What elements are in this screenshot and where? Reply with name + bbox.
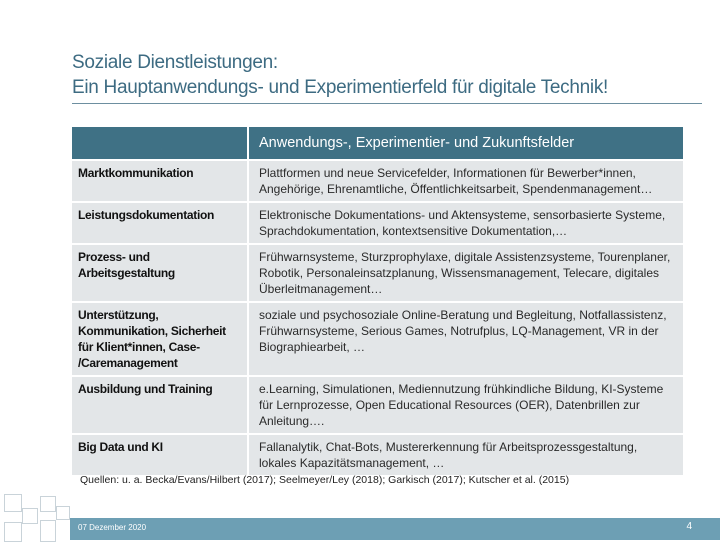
row-label xyxy=(72,244,248,302)
table-row xyxy=(72,376,683,434)
decor-square xyxy=(56,506,70,520)
table-row xyxy=(72,302,683,376)
slide-title xyxy=(72,50,702,100)
row-description: Frühwarnsysteme, Sturzprophylaxe, digitale Assistenzsysteme, Tourenplaner, Robotik, Personaleinsatzplanung, Wissensmanagement, Telecare, digitales Überleitmanagement… xyxy=(248,244,683,302)
decor-square xyxy=(40,520,56,542)
fields-table xyxy=(72,127,683,477)
row-label-line: Big Data und KI xyxy=(78,440,163,454)
table-row xyxy=(72,202,683,244)
row-label-line: für Klient*innen, Case- xyxy=(78,340,200,354)
decor-square xyxy=(40,496,56,512)
row-label-line: Leistungsdokumentation xyxy=(78,208,215,222)
row-label xyxy=(72,376,248,434)
decor-square xyxy=(22,508,38,524)
row-label-line: Kommunikation, Sicherheit xyxy=(78,324,226,338)
table-header-empty-cell xyxy=(72,127,248,160)
row-label-line: Ausbildung und Training xyxy=(78,382,213,396)
decor-square xyxy=(4,494,22,512)
row-description: Plattformen und neue Servicefelder, Informationen für Bewerber*innen, Angehörige, Ehrenamtliche, Öffentlichkeitsarbeit, Spendenmanagement… xyxy=(248,160,683,202)
row-label-line: Arbeitsgestaltung xyxy=(78,266,175,280)
row-description: Elektronische Dokumentations- und Aktensysteme, sensorbasierte Systeme, Sprachdokumentation, kontextsensitive Dokumentation,… xyxy=(248,202,683,244)
row-description: soziale und psychosoziale Online-Beratung und Begleitung, Notfallassistenz, Frühwarnsysteme, Serious Games, Notrufplus, LQ-Management, VR in der Biographiearbeit, … xyxy=(248,302,683,376)
table-header-title: Anwendungs-, Experimentier- und Zukunftsfelder xyxy=(248,127,683,160)
row-label-line: Marktkommunikation xyxy=(78,166,194,180)
row-label-line: Unterstützung, xyxy=(78,308,159,322)
row-label xyxy=(72,160,248,202)
row-description: Fallanalytik, Chat-Bots, Mustererkennung für Arbeitsprozessgestaltung, lokales Kapazitätsmanagement, … xyxy=(248,434,683,476)
row-label xyxy=(72,302,248,376)
title-divider xyxy=(72,103,702,104)
slide-title-line-1: Soziale Dienstleistungen: xyxy=(72,52,278,73)
page-number: 4 xyxy=(686,521,692,532)
table-row xyxy=(72,434,683,476)
row-label-line: /Caremanagement xyxy=(78,356,178,370)
table-row xyxy=(72,160,683,202)
row-description: e.Learning, Simulationen, Mediennutzung frühkindliche Bildung, KI-Systeme für Lernprozesse, Open Educational Resources (OER), Datenbrillen zur Anleitung…. xyxy=(248,376,683,434)
decor-square xyxy=(4,522,22,542)
row-label xyxy=(72,202,248,244)
sources-note: Quellen: u. a. Becka/Evans/Hilbert (2017); Seelmeyer/Ley (2018); Garkisch (2017); Kutscher et al. (2015) xyxy=(80,474,570,486)
table-header-row xyxy=(72,127,683,160)
row-label xyxy=(72,434,248,476)
footer-date: 07 Dezember 2020 xyxy=(78,523,147,532)
table-body xyxy=(72,160,683,476)
slide-title-line-2: Ein Hauptanwendungs- und Experimentierfeld für digitale Technik! xyxy=(72,77,609,98)
footer-bar xyxy=(70,518,720,540)
row-label-line: Prozess- und xyxy=(78,250,150,264)
table-row xyxy=(72,244,683,302)
